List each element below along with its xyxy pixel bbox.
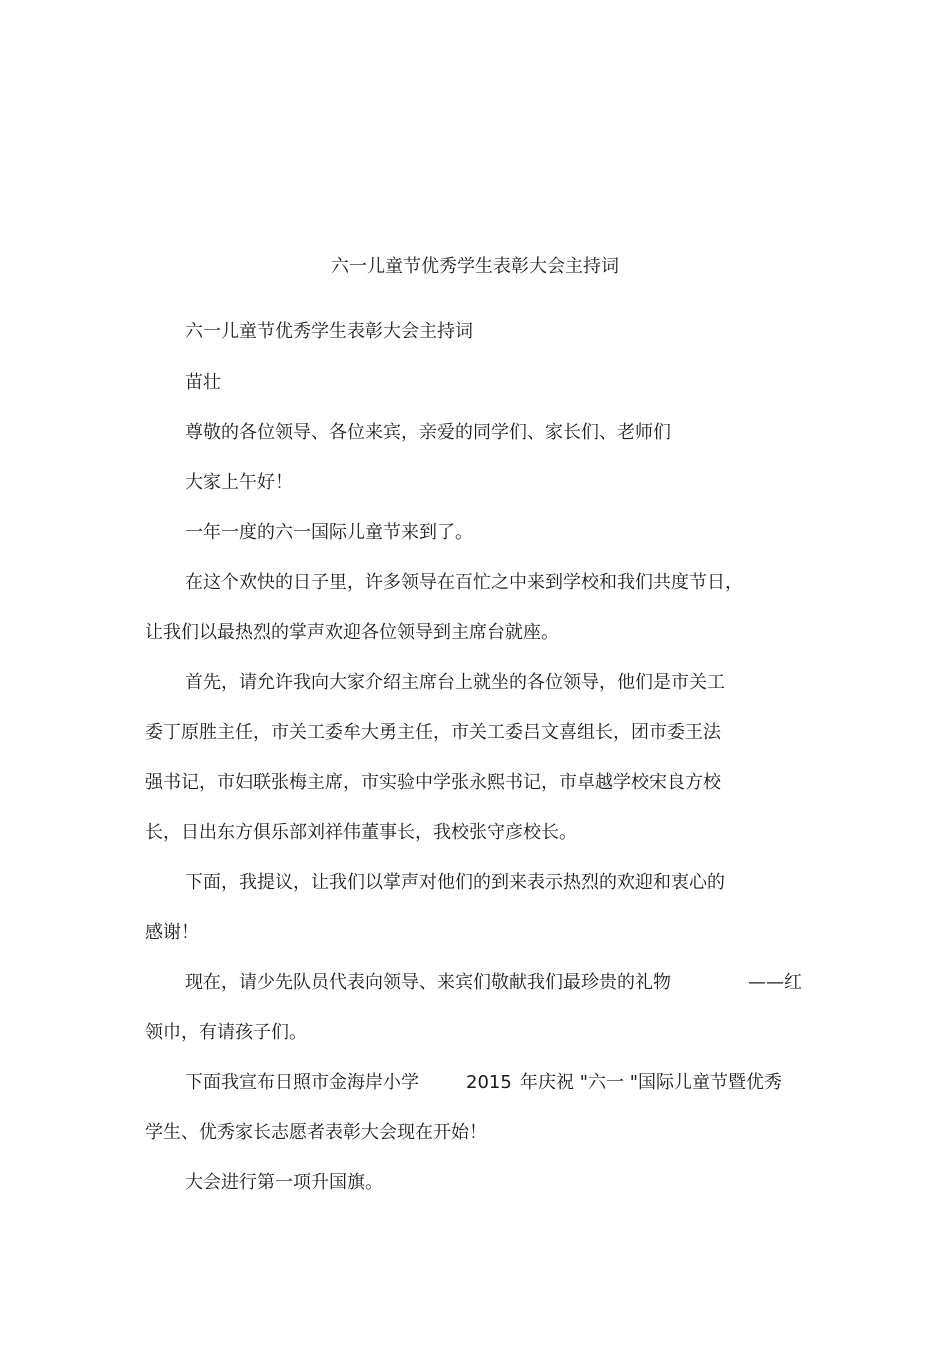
document-title: 六一儿童节优秀学生表彰大会主持词 [331, 256, 619, 277]
paragraph-line: 委丁原胜主任，市关工委牟大勇主任，市关工委吕文喜组长，团市委王法 [145, 722, 721, 743]
heading-line: 六一儿童节优秀学生表彰大会主持词 [185, 321, 473, 342]
paragraph-line: 下面我宣布日照市金海岸小学 [185, 1072, 419, 1093]
paragraph-line: 在这个欢快的日子里，许多领导在百忙之中来到学校和我们共度节日， [185, 572, 743, 593]
paragraph-line: 首先，请允许我向大家介绍主席台上就坐的各位领导，他们是市关工 [185, 672, 725, 693]
paragraph-line: 学生、优秀家长志愿者表彰大会现在开始！ [145, 1122, 487, 1143]
paragraph-line: 强书记，市妇联张梅主席，市实验中学张永熙书记，市卓越学校宋良方校 [145, 772, 721, 793]
paragraph-line: 感谢！ [145, 922, 199, 943]
paragraph-line: 领巾，有请孩子们。 [145, 1022, 307, 1043]
paragraph-line: 大家上午好！ [185, 472, 293, 493]
paragraph-line: 下面，我提议，让我们以掌声对他们的到来表示热烈的欢迎和衷心的 [185, 872, 725, 893]
greeting-line: 尊敬的各位领导、各位来宾，亲爱的同学们、家长们、老师们 [185, 422, 671, 443]
paragraph-line: 大会进行第一项升国旗。 [185, 1172, 383, 1193]
paragraph-line: 一年一度的六一国际儿童节来到了。 [185, 522, 473, 543]
year-text: 2015 [466, 1072, 512, 1093]
paragraph-line: 让我们以最热烈的掌声欢迎各位领导到主席台就座。 [145, 622, 559, 643]
author-line: 苗壮 [185, 372, 221, 393]
paragraph-line: 长，日出东方俱乐部刘祥伟董事长，我校张守彦校长。 [145, 822, 577, 843]
paragraph-line: 现在，请少先队员代表向领导、来宾们敬献我们最珍贵的礼物 [185, 972, 671, 993]
paragraph-line-tail: ——红 [748, 972, 802, 993]
paragraph-line-tail: 年庆祝 "六一 "国际儿童节暨优秀 [520, 1072, 783, 1093]
